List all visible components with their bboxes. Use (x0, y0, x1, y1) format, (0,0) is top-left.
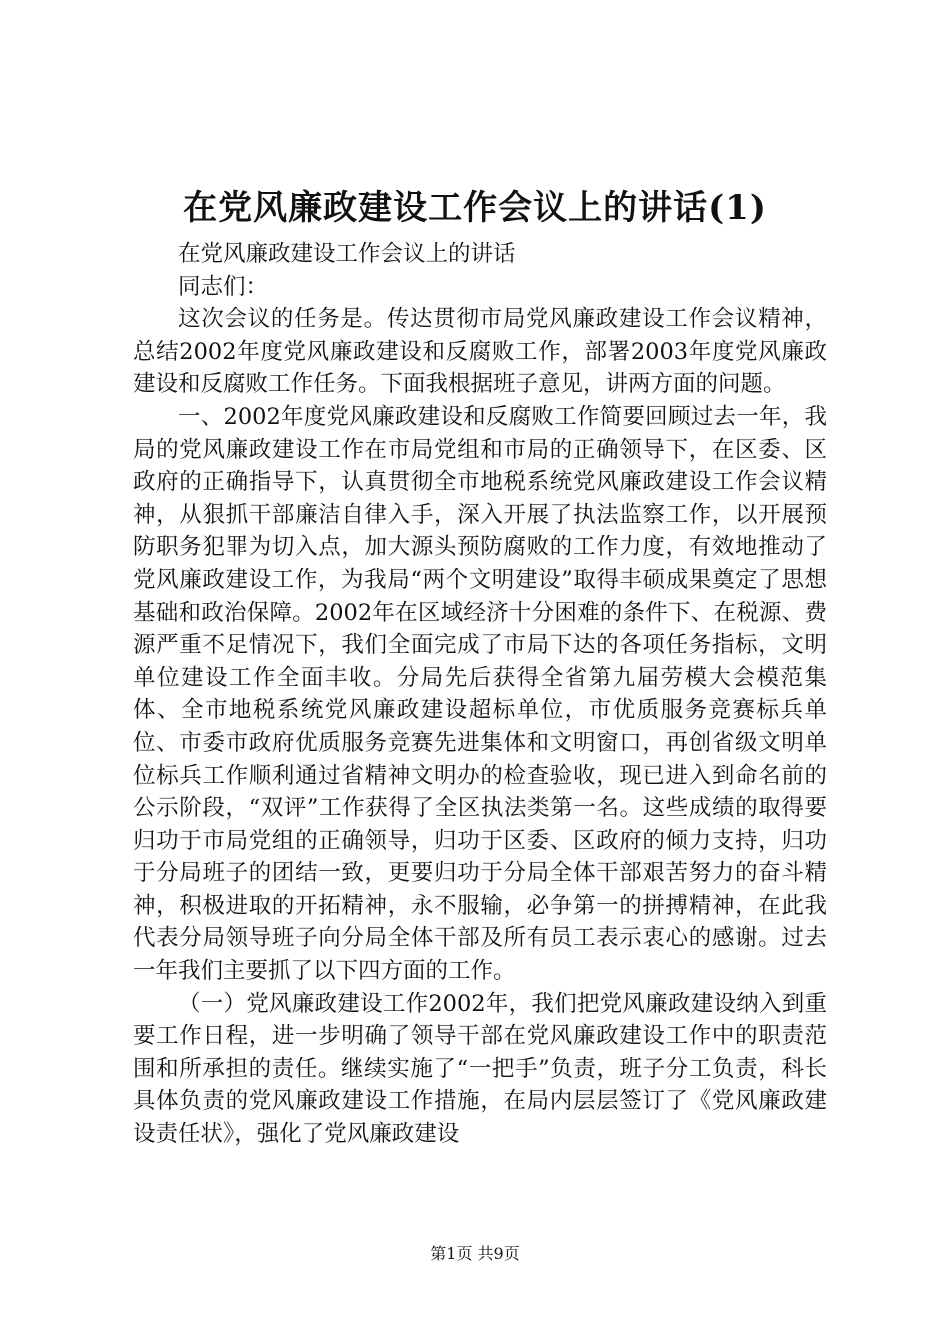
subtitle-paragraph: 在党风廉政建设工作会议上的讲话 (178, 241, 516, 267)
review-paragraph: 一、2002年度党风廉政建设和反腐败工作简要回顾过去一年，我局的党风廉政建设工作在市局党组和市局的正确领导下，在区委、区政府的正确指导下，认真贯彻全市地税系统党风廉政建设工作会议精神，从狠抓干部廉洁自律入手，深入开展了执法监察工作，以开展预防职务犯罪为切入点，加大源头预防腐败的工作力度，有效地推动了党风廉政建设工作，为我局“两个文明建设”取得丰硕成果奠定了思想基础和政治保障。2002年在区域经济十分困难的条件下、在税源、费源严重不足情况下，我们全面完成了市局下达的各项任务指标，文明单位建设工作全面丰收。分局先后获得全省第九届劳模大会模范集体、全市地税系统党风廉政建设超标单位，市优质服务竞赛标兵单位、市委市政府优质服务竞赛先进集体和文明窗口，再创省级文明单位标兵工作顺利通过省精神文明办的检查验收，现已进入到命名前的公示阶段，“双评”工作获得了全区执法类第一名。这些成绩的取得要归功于市局党组的正确领导，归功于区委、区政府的倾力支持，归功于分局班子的团结一致，更要归功于分局全体干部艰苦努力的奋斗精神，积极进取的开拓精神，永不服输，必争第一的拼搏精神，在此我代表分局领导班子向分局全体干部及所有员工表示衷心的感谢。过去一年我们主要抓了以下四方面的工作。 (133, 403, 827, 985)
salutation-paragraph: 同志们： (178, 273, 269, 300)
section-one-paragraph: （一）党风廉政建设工作2002年，我们把党风廉政建设纳入到重要工作日程，进一步明确了领导干部在党风廉政建设工作中的职责范围和所承担的责任。继续实施了“一把手”负责，班子分工负责，科长具体负责的党风廉政建设工作措施，在局内层层签订了《党风廉政建设责任状》，强化了党风廉政建设 (133, 990, 827, 1148)
intro-paragraph: 这次会议的任务是。传达贯彻市局党风廉政建设工作会议精神，总结2002年度党风廉政建设和反腐败工作，部署2003年度党风廉政建设和反腐败工作任务。下面我根据班子意见，讲两方面的问题。 (133, 306, 827, 398)
document-body (133, 238, 827, 1151)
page-footer: 第1页 共9页 (430, 1244, 520, 1263)
document-title: 在党风廉政建设工作会议上的讲话(1) (183, 188, 767, 228)
